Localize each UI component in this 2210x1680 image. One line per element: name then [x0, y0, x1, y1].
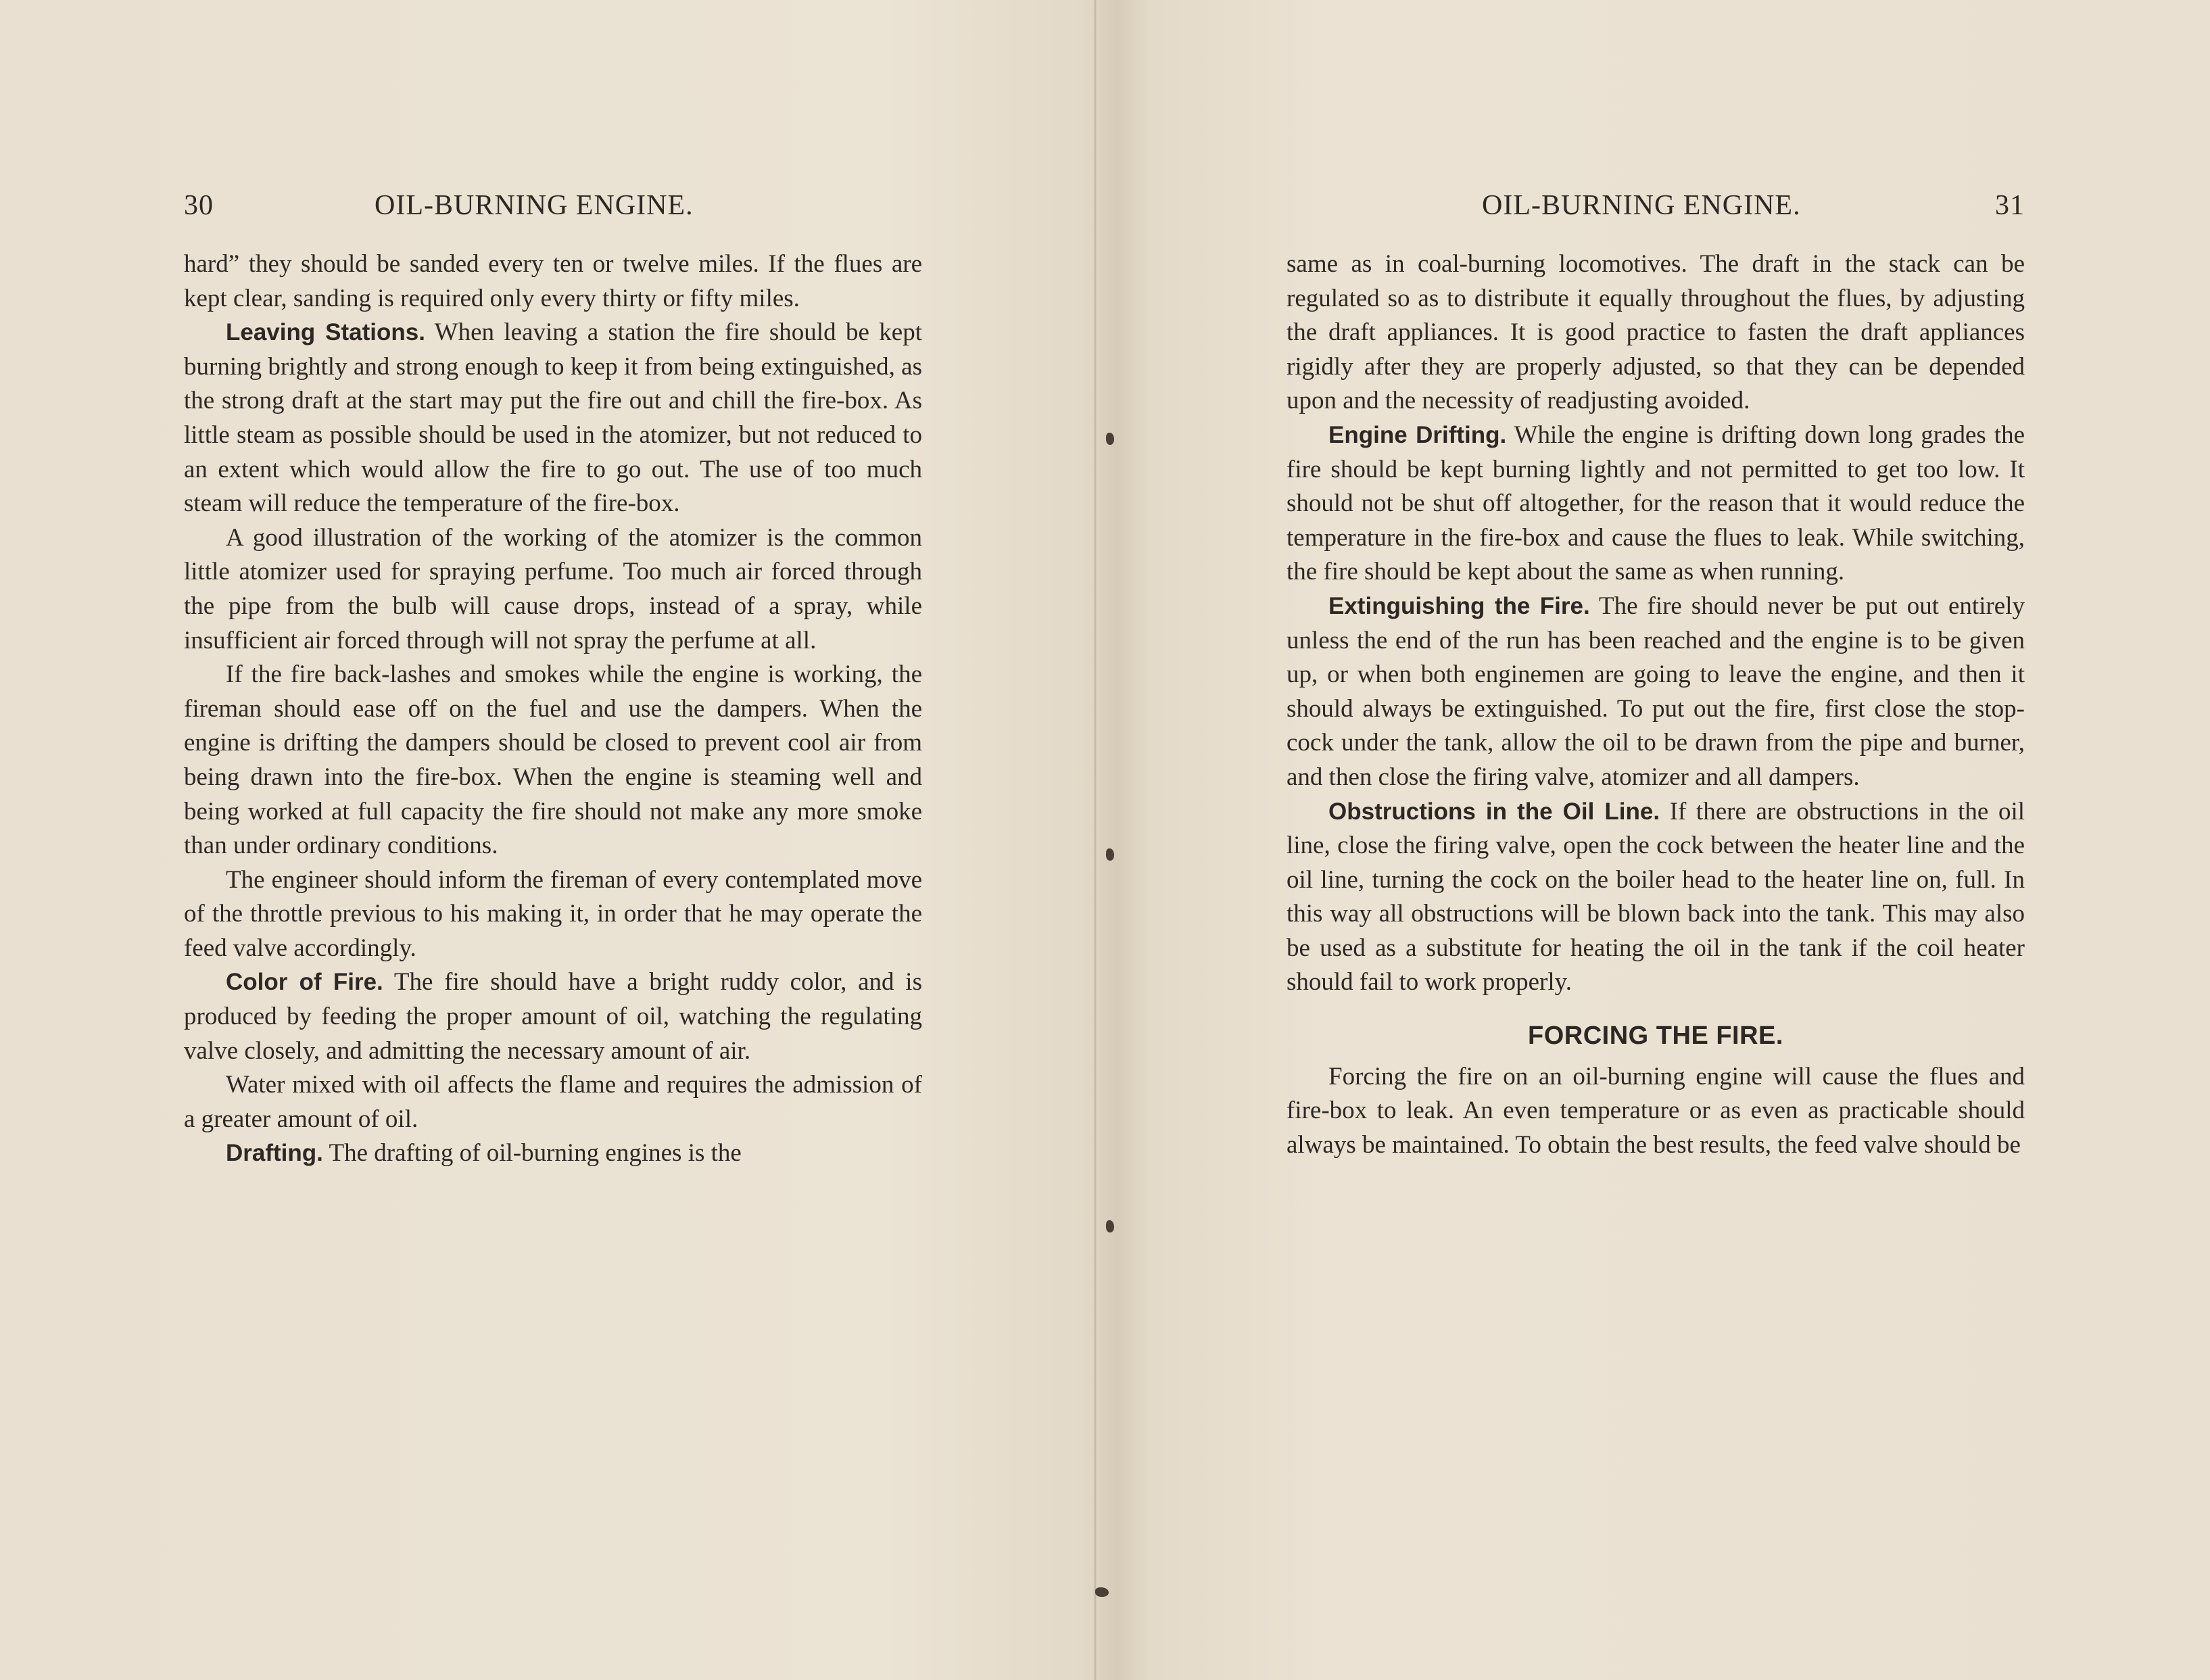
paragraph [184, 658, 922, 863]
left-running-title: OIL-BURNING ENGINE. [375, 190, 694, 221]
paragraph [184, 521, 922, 658]
paragraph [1287, 590, 2025, 795]
paragraph-text: hard” they should be sanded every ten or twelve miles. If the flues are kept clear, sanding is required only every thirty or fifty miles. [184, 250, 922, 312]
right-page-number: 31 [1995, 190, 2025, 221]
side-heading: Obstructions in the Oil Line. [1328, 798, 1660, 825]
right-page [1287, 0, 2025, 1680]
paragraph-text: The engineer should inform the fireman of every contemplated move of the throttle previous to his making it, in order that he may operate the feed valve accordingly. [184, 865, 922, 962]
paragraph-text: While the engine is drifting down long grades the fire should be kept burning lightly and not permitted to get too low. It should not be shut off altogether, for the reason that it would reduce the temperature in the fire-box and cause the flues to leak. While switching, the fire should be kept about the same as when running. [1287, 421, 2025, 586]
binding-stitch [1106, 848, 1114, 861]
paragraph-text: A good illustration of the working of the atomizer is the common little atomizer used for spraying perfume. Too much air forced through the pipe from the bulb will cause drops, instead of a spray, while insufficient air forced through will not spray the perfume at all. [184, 523, 922, 654]
paragraph [184, 863, 922, 966]
paragraph-text: When leaving a station the fire should be kept burning brightly and strong enough to keep it from being extinguished, as the strong draft at the start may put the fire out and chill the fire-box. As little steam as possible should be used in the atomizer, but not reduced to an extent which would allow the fire to go out. The use of too much steam will reduce the temperature of the fire-box. [184, 318, 922, 518]
paragraph [184, 1068, 922, 1136]
paragraph [1287, 795, 2025, 1001]
paragraph-text: The fire should never be put out entirely unless the end of the run has been reached and the engine is to be given up, or when both enginemen are going to leave the engine, and then it should always be extinguished. To put out the fire, first close the stop-cock under the tank, allow the oil to be drawn from the pipe and burner, and then close the firing valve, atomizer and all dampers. [1287, 592, 2025, 791]
paragraph-text: Forcing the fire on an oil-burning engine will cause the flues and fire-box to leak. An even temperature or as even as practicable should always be maintained. To obtain the best results, the feed valve should be [1287, 1062, 2025, 1159]
binding-stitch [1106, 1220, 1114, 1232]
side-heading: Color of Fire. [226, 969, 383, 996]
side-heading: Engine Drifting. [1328, 421, 1507, 448]
left-page-number: 30 [184, 190, 214, 221]
paragraph-text: The drafting of oil-burning engines is the [329, 1139, 742, 1168]
side-heading: Extinguishing the Fire. [1328, 592, 1590, 619]
right-running-title: OIL-BURNING ENGINE. [1482, 190, 1801, 221]
paragraph [184, 965, 922, 1068]
book-gutter [1094, 0, 1097, 1680]
binding-stitch [1106, 433, 1114, 445]
left-page [184, 0, 922, 1680]
paragraph-text: If there are obstructions in the oil line, close the firing valve, open the cock between the heater line and the oil line, turning the cock on the boiler head to the heater line on, full. In this way all obstructions will be blown back into the tank. This may also be used as a substitute for heating the oil in the tank if the coil heater should fail to work properly. [1287, 797, 2025, 997]
side-heading: Drafting. [226, 1140, 323, 1167]
paragraph [1287, 1060, 2025, 1163]
paragraph-text: Water mixed with oil affects the flame and requires the admission of a greater amount of oil. [184, 1071, 922, 1133]
paragraph [1287, 247, 2025, 418]
side-heading: Leaving Stations. [226, 319, 425, 346]
right-running-head [1287, 189, 2025, 230]
section-heading: FORCING THE FIRE. [1528, 1022, 1783, 1051]
paragraph [184, 247, 922, 316]
paragraph [184, 1136, 922, 1171]
binding-stitch [1095, 1587, 1109, 1597]
paragraph-text: The fire should have a bright ruddy color, and is produced by feeding the proper amount of oil, watching the regulating valve closely, and admitting the necessary amount of air. [184, 968, 922, 1065]
paragraph [184, 316, 922, 521]
left-running-head [184, 189, 922, 230]
right-text-block [1287, 247, 2025, 1162]
paragraph-text: If the fire back-lashes and smokes while the engine is working, the fireman should ease off on the fuel and use the dampers. When the engine is drifting the dampers should be closed to prevent cool air from being drawn into the fire-box. When the engine is steaming well and being worked at full capacity the fire should not make any more smoke than under ordinary conditions. [184, 661, 922, 860]
left-text-block [184, 247, 922, 1171]
paragraph [1287, 418, 2025, 590]
paragraph-text: same as in coal-burning locomotives. The draft in the stack can be regulated so as to distribute it equally throughout the flues, by adjusting the draft appliances. It is good practice to fasten the draft appliances rigidly after they are properly adjusted, so that they can be depended upon and the necessity of readjusting avoided. [1287, 250, 2025, 415]
